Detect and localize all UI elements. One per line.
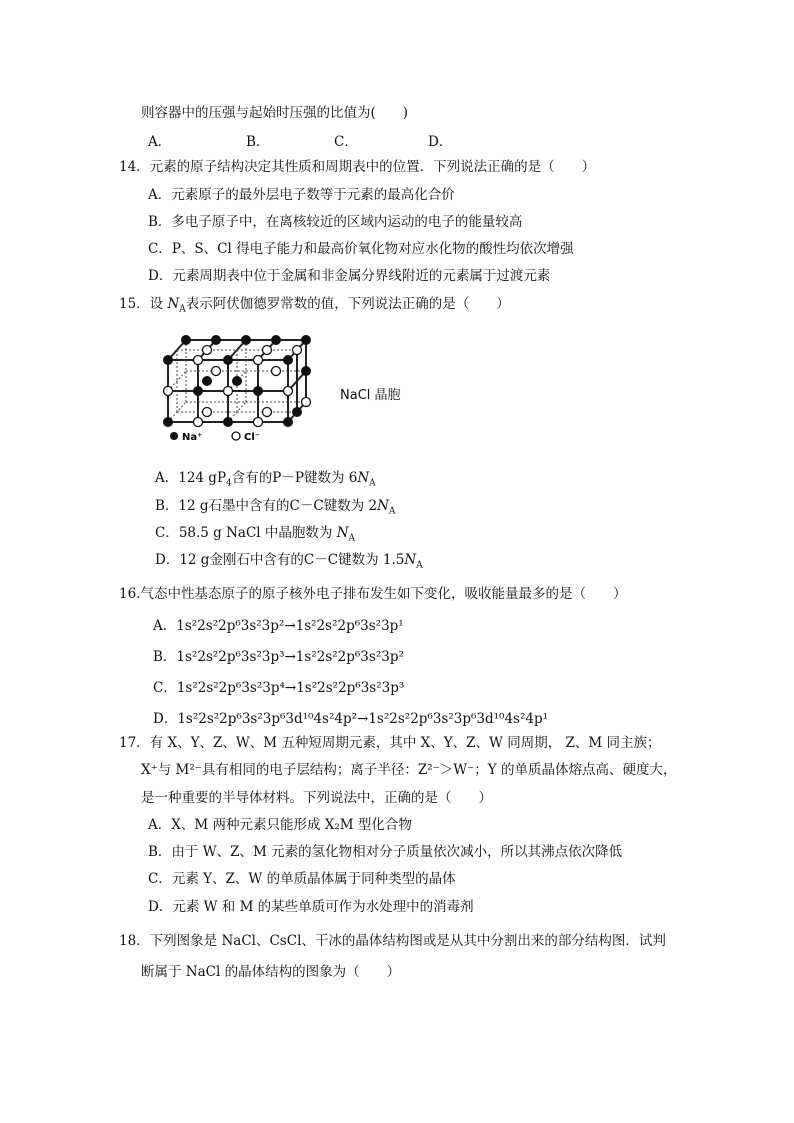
q15-option-c [155, 524, 355, 542]
q18-stem-line2: 断属于 NaCl 的晶体结构的图象为（ ） [141, 964, 401, 980]
q14-stem: 14．元素的原子结构决定其性质和周期表中的位置．下列说法正确的是（ ） [119, 159, 596, 175]
q15-option-a-sub: 4 [226, 478, 232, 489]
q15-option-d-text: D．12 g金刚石中含有的C－C键数为 1.5 [155, 552, 405, 568]
q13-option-c: C． [334, 134, 358, 150]
na-legend-label: Na⁺ [182, 432, 203, 443]
q17-stem-line3: 是一种重要的半导体材料。下列说法中，正确的是（ ） [141, 790, 492, 806]
q15-option-a-text: A．124 gP [155, 470, 227, 486]
q16-option-a: A．1s²2s²2p⁶3s²3p²→1s²2s²2p⁶3s²3p¹ [153, 618, 404, 634]
q15-option-a [155, 469, 376, 487]
q16-option-c: C．1s²2s²2p⁶3s²3p⁴→1s²2s²2p⁶3s²3p³ [153, 680, 405, 696]
q16-stem: 16.气态中性基态原子的原子核外电子排布发生如下变化，吸收能量最多的是（ ） [119, 586, 627, 602]
q14-option-a: A．元素原子的最外层电子数等于元素的最高化合价 [148, 187, 455, 203]
cl-legend-label: Cl⁻ [244, 432, 261, 443]
nacl-crystal-figure [158, 330, 328, 445]
na-subscript: A [416, 560, 423, 571]
q13-option-d: D． [428, 134, 453, 150]
na-symbol: N [336, 525, 349, 541]
na-subscript: A [388, 506, 396, 517]
q17-option-d: D．元素 W 和 M 的某些单质可作为水处理中的消毒剂 [148, 899, 474, 915]
q15-option-b-text: B．12 g石墨中含有的C－C键数为 2 [155, 498, 378, 514]
q17-stem-line2: X⁺与 M²⁻具有相同的电子层结构；离子半径：Z²⁻＞W⁻；Y 的单质晶体熔点高、硬度大， [141, 762, 677, 778]
na-symbol: N [404, 552, 417, 568]
q13-option-a: A． [148, 134, 172, 150]
na-legend-marker [170, 432, 178, 440]
cl-legend-marker [232, 432, 240, 440]
na-symbol: N [357, 470, 370, 486]
q18-stem-line1: 18．下列图象是 NaCl、CsCl、干冰的晶体结构图或是从其中分割出来的部分结构图．试判 [119, 933, 666, 949]
q15-stem-na-sub: A [179, 304, 186, 315]
q13-stem: 则容器中的压强与起始时压强的比值为( ) [141, 105, 409, 121]
na-symbol: N [377, 498, 389, 514]
q13-option-b: B． [246, 134, 270, 150]
q15-option-a-text2: 含有的P－P键数为 6 [231, 470, 358, 486]
q17-option-a: A．X、M 两种元素只能形成 X₂M 型化合物 [148, 817, 412, 833]
q15-option-c-text: C．58.5 g NaCl 中晶胞数为 [155, 525, 337, 541]
q15-stem [119, 295, 510, 313]
q14-option-b: B．多电子原子中，在离核较近的区域内运动的电子的能量较高 [148, 214, 523, 230]
na-subscript: A [348, 533, 356, 544]
q15-option-d [155, 551, 423, 569]
q14-option-d: D．元素周期表中位于金属和非金属分界线附近的元素属于过渡元素 [148, 268, 551, 284]
q15-option-b [155, 497, 395, 515]
q17-option-c: C．元素 Y、Z、W 的单质晶体属于同种类型的晶体 [148, 871, 456, 887]
q16-option-b: B．1s²2s²2p⁶3s²3p³→1s²2s²2p⁶3s²3p² [153, 649, 404, 665]
nacl-cell-label: NaCl 晶胞 [340, 388, 401, 403]
q16-option-d: D．1s²2s²2p⁶3s²3p⁶3d¹⁰4s²4p²→1s²2s²2p⁶3s²3p⁶3d¹⁰4s²4p¹ [153, 711, 549, 727]
na-subscript: A [369, 478, 376, 489]
q15-stem-na: N [167, 296, 180, 312]
q14-option-c: C．P、S、Cl 得电子能力和最高价氧化物对应水化物的酸性均依次增强 [148, 241, 574, 257]
q15-stem-suffix: 表示阿伏伽德罗常数的值，下列说法正确的是（ ） [185, 296, 510, 312]
q17-stem-line1: 17．有 X、Y、Z、W、M 五种短周期元素，其中 X、Y、Z、W 同周期， Z、M 同主族； [119, 735, 661, 751]
q17-option-b: B．由于 W、Z、M 元素的氢化物相对分子质量依次减小，所以其沸点依次降低 [148, 844, 623, 860]
q15-stem-prefix: 15．设 [119, 296, 168, 312]
